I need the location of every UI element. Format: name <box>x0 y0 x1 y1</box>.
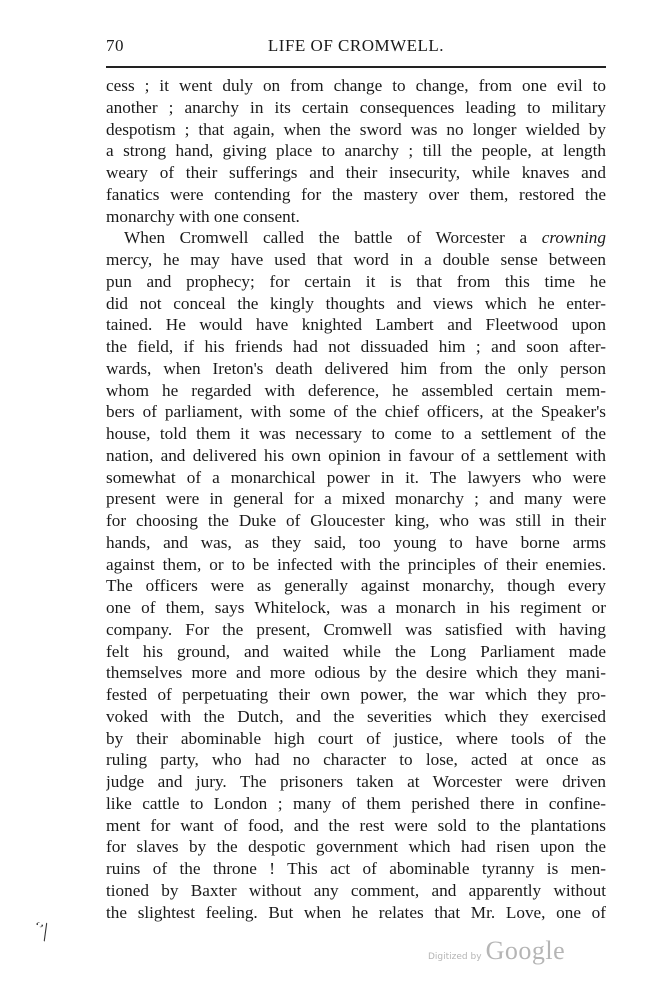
text-line-with-italic <box>106 227 606 249</box>
text-line: felt his ground, and waited while the Long Parliament made <box>106 641 606 661</box>
text-line: mercy, he may have used that word in a double sense between <box>106 250 606 269</box>
text-line: voked with the Dutch, and the severities which they exercised <box>106 706 606 726</box>
text-line: company. For the present, Cromwell was satisfied with having <box>106 619 606 639</box>
text-line: pun and prophecy; for certain it is that from this time he <box>106 271 606 291</box>
text-line: did not conceal the kingly thoughts and views which he enter- <box>106 293 606 313</box>
text-line: whom he regarded with deference, he assembled certain mem- <box>106 380 606 400</box>
digitized-watermark <box>428 936 565 966</box>
text-line: bers of parliament, with some of the chief officers, at the Speaker's <box>106 402 606 422</box>
text-line: themselves more and more odious by the desire which they mani- <box>106 663 606 683</box>
text-line: fested of perpetuating their own power, the war which they pro- <box>106 685 606 704</box>
text-line: present were in general for a mixed monarchy ; and many were <box>106 489 606 509</box>
text-line: tioned by Baxter without any comment, and apparently without <box>106 880 606 900</box>
text-line: ruins of the throne ! This act of abominable tyranny is men- <box>106 859 606 878</box>
text-line: for choosing the Duke of Gloucester king, who was still in their <box>106 511 606 530</box>
crowning-line-text: When Cromwell called the battle of Worcester a crowning <box>124 228 606 248</box>
text-line: like cattle to London ; many of them perished there in confine- <box>106 793 606 813</box>
text-line: despotism ; that again, when the sword was no longer wielded by <box>106 119 606 139</box>
text-line: hands, and was, as they said, too young to have borne arms <box>106 532 606 552</box>
watermark-digitized-text: Digitized by <box>428 952 482 962</box>
text-line: The officers were as generally against monarchy, though every <box>106 576 606 596</box>
text-line: monarchy with one consent. <box>106 206 300 226</box>
italic-word: crowning <box>541 228 606 248</box>
text-line: cess ; it went duly on from change to change, from one evil to <box>106 76 606 95</box>
google-logo: Google <box>485 936 566 965</box>
text-line: the slightest feeling. But when he relates that Mr. Love, one of <box>106 902 606 922</box>
text-line: nation, and delivered his own opinion in favour of a settlement with <box>106 445 606 465</box>
text-line: against them, or to be infected with the principles of their enemies. <box>106 554 606 574</box>
text-line: a strong hand, giving place to anarchy ; till the people, at length <box>106 141 606 161</box>
header-rule <box>106 66 606 68</box>
text-line: judge and jury. The prisoners taken at Worcester were driven <box>106 772 606 791</box>
paragraph-worcester <box>106 227 606 923</box>
text-line: by their abominable high court of justice, where tools of the <box>106 728 606 748</box>
text-line: weary of their sufferings and their insecurity, while knaves and <box>106 163 606 182</box>
running-title: LIFE OF CROMWELL. <box>267 36 445 55</box>
running-header <box>106 36 606 58</box>
text-line: another ; anarchy in its certain consequences leading to military <box>106 97 606 117</box>
text-line: the field, if his friends had not dissuaded him ; and soon after- <box>106 337 606 356</box>
page-number: 70 <box>106 36 124 55</box>
stray-ink-mark: ‘’╲ <box>29 919 53 942</box>
text-line: ruling party, who had no character to lose, acted at once as <box>106 750 606 770</box>
paragraph-continued <box>106 75 606 227</box>
text-line: fanatics were contending for the mastery over them, restored the <box>106 184 606 204</box>
text-line: somewhat of a monarchical power in it. The lawyers who were <box>106 467 606 487</box>
text-line: one of them, says Whitelock, was a monarch in his regiment or <box>106 598 606 617</box>
page-body <box>106 75 606 923</box>
text-line: ment for want of food, and the rest were sold to the plantations <box>106 815 606 835</box>
text-line: for slaves by the despotic government which had risen upon the <box>106 837 606 857</box>
text-line: tained. He would have knighted Lambert and Fleetwood upon <box>106 315 606 335</box>
text-line: house, told them it was necessary to come to a settlement of the <box>106 424 606 443</box>
text-line: wards, when Ireton's death delivered him from the only person <box>106 358 606 378</box>
